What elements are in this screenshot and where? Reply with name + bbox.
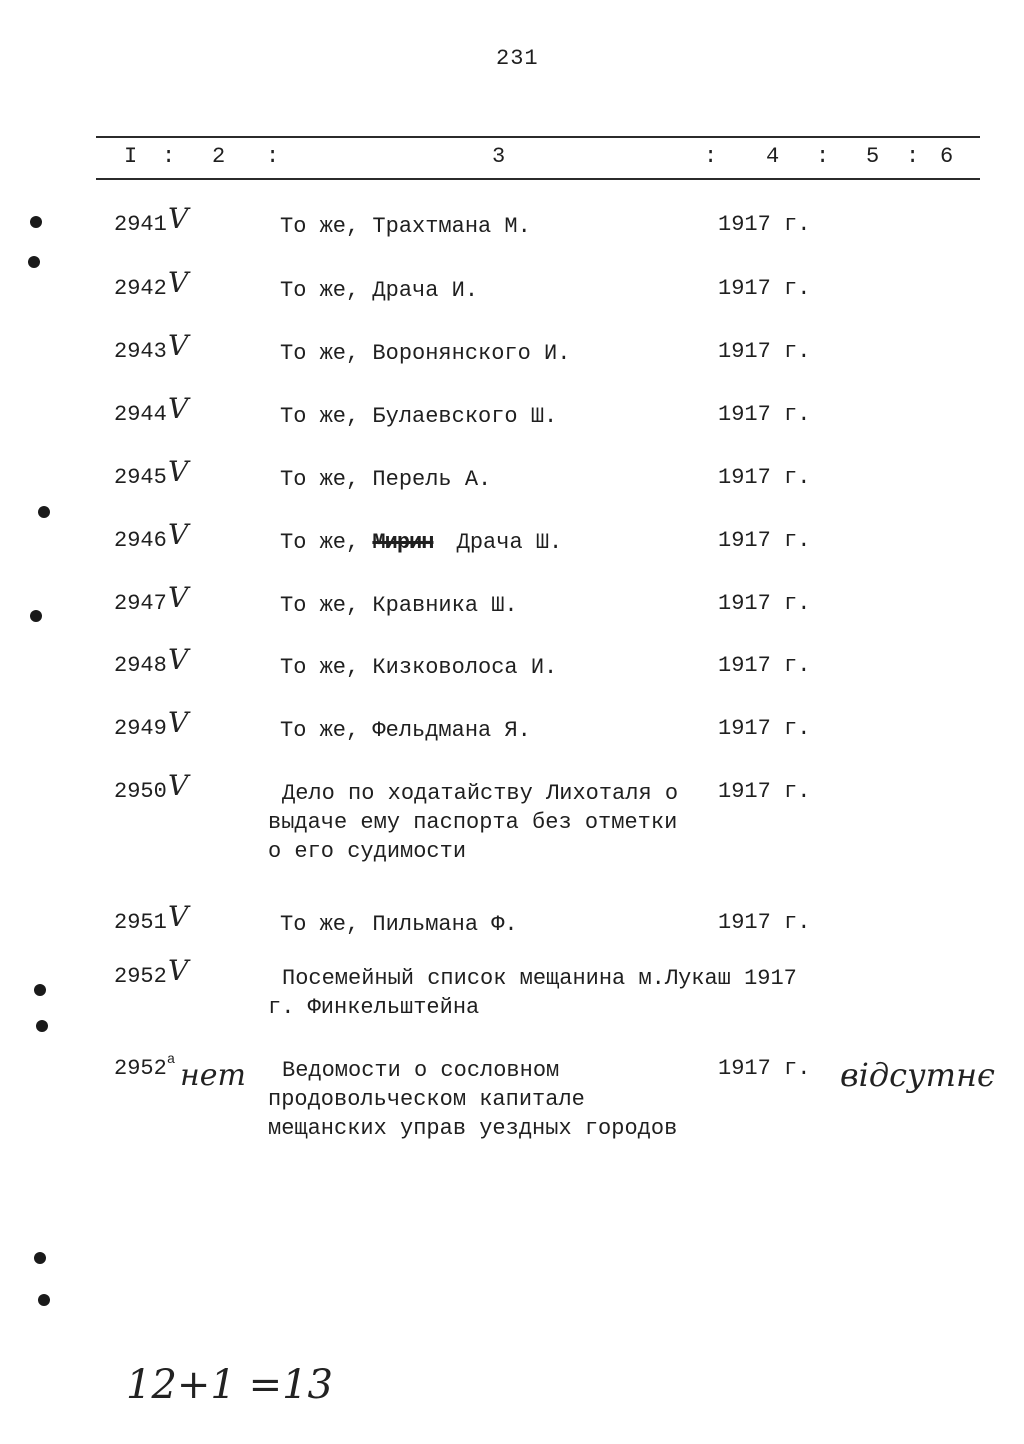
table-header-top-rule	[96, 136, 980, 138]
punch-hole	[30, 216, 42, 228]
file-description: То же, Булаевского Ш.	[280, 404, 558, 429]
punch-hole	[34, 1252, 46, 1264]
punch-hole	[28, 256, 40, 268]
check-mark: V	[168, 392, 189, 425]
check-mark: V	[168, 202, 189, 235]
check-mark: V	[168, 643, 189, 676]
column-header-5: 5	[866, 144, 880, 169]
file-description: То же, Перель А.	[280, 467, 492, 492]
punch-hole	[38, 506, 50, 518]
file-description: Посемейный список мещанина м.Лукаш 1917 г. Финкельштейна	[268, 966, 797, 1020]
column-separator: :	[906, 144, 920, 169]
file-year: 1917 г.	[718, 1056, 811, 1081]
file-description: То же, Воронянского И.	[280, 341, 571, 366]
description-suffix: Драча Ш.	[456, 530, 563, 555]
struck-out-word: Мирин	[372, 530, 434, 555]
file-description: То же, Драча И.	[280, 278, 479, 303]
file-number: 2941	[114, 212, 167, 237]
file-number: 2943	[114, 339, 167, 364]
file-description: Дело по ходатайству Лихоталя о выдаче ему паспорта без отметки о его судимости	[268, 781, 679, 864]
file-number: 2946	[114, 528, 167, 553]
punch-hole	[36, 1020, 48, 1032]
punch-hole	[30, 610, 42, 622]
column-header-2: 2	[212, 144, 226, 169]
check-mark: V	[168, 954, 189, 987]
file-number-suffix: а	[166, 1052, 176, 1068]
file-year: 1917 г.	[718, 465, 811, 490]
file-description: Ведомости о сословном продовольческом капитале мещанских управ уездных городов	[268, 1058, 678, 1141]
file-year: 1917 г.	[718, 528, 811, 553]
punch-hole	[38, 1294, 50, 1306]
file-description: То же, Кизковолоса И.	[280, 655, 558, 680]
file-description	[280, 528, 710, 557]
check-mark: V	[168, 769, 189, 802]
check-mark: V	[168, 455, 189, 488]
file-description: То же, Пильмана Ф.	[280, 912, 518, 937]
column-separator: :	[162, 144, 176, 169]
file-year: 1917 г.	[718, 339, 811, 364]
handwritten-total: 12+1 =13	[126, 1362, 333, 1408]
punch-hole	[34, 984, 46, 996]
file-year: 1917 г.	[718, 212, 811, 237]
column-separator: :	[266, 144, 280, 169]
page-number: 231	[496, 46, 539, 71]
column-header-6: 6	[940, 144, 954, 169]
file-number: 2944	[114, 402, 167, 427]
check-mark: V	[168, 706, 189, 739]
column-separator: :	[816, 144, 830, 169]
file-year: 1917 г.	[718, 716, 811, 741]
file-number: 2947	[114, 591, 167, 616]
check-mark: V	[168, 581, 189, 614]
handwritten-absent-note: вiдсутнє	[840, 1056, 995, 1094]
file-number: 2942	[114, 276, 167, 301]
file-year: 1917 г.	[718, 653, 811, 678]
file-number: 2952	[114, 964, 167, 989]
check-mark: V	[168, 518, 189, 551]
file-number: 2948	[114, 653, 167, 678]
file-description: То же, Трахтмана М.	[280, 214, 531, 239]
file-number: 2950	[114, 779, 167, 804]
column-header-4: 4	[766, 144, 780, 169]
column-separator: :	[704, 144, 718, 169]
file-description: То же, Кравника Ш.	[280, 593, 518, 618]
file-number	[114, 1052, 176, 1081]
file-description: То же, Фельдмана Я.	[280, 718, 531, 743]
table-header-bottom-rule	[96, 178, 980, 180]
file-number: 2951	[114, 910, 167, 935]
check-mark: V	[168, 266, 189, 299]
file-number: 2949	[114, 716, 167, 741]
file-number-main: 2952	[114, 1056, 167, 1081]
check-mark: V	[168, 329, 189, 362]
handwritten-absent-mark: нет	[180, 1058, 246, 1093]
description-prefix: То же,	[280, 530, 360, 555]
file-year: 1917 г.	[718, 591, 811, 616]
column-header-1: I	[124, 144, 138, 169]
column-header-3: 3	[492, 144, 506, 169]
file-year: 1917 г.	[718, 779, 811, 804]
file-year: 1917 г.	[718, 910, 811, 935]
file-year: 1917 г.	[718, 402, 811, 427]
file-number: 2945	[114, 465, 167, 490]
file-year: 1917 г.	[718, 276, 811, 301]
check-mark: V	[168, 900, 189, 933]
